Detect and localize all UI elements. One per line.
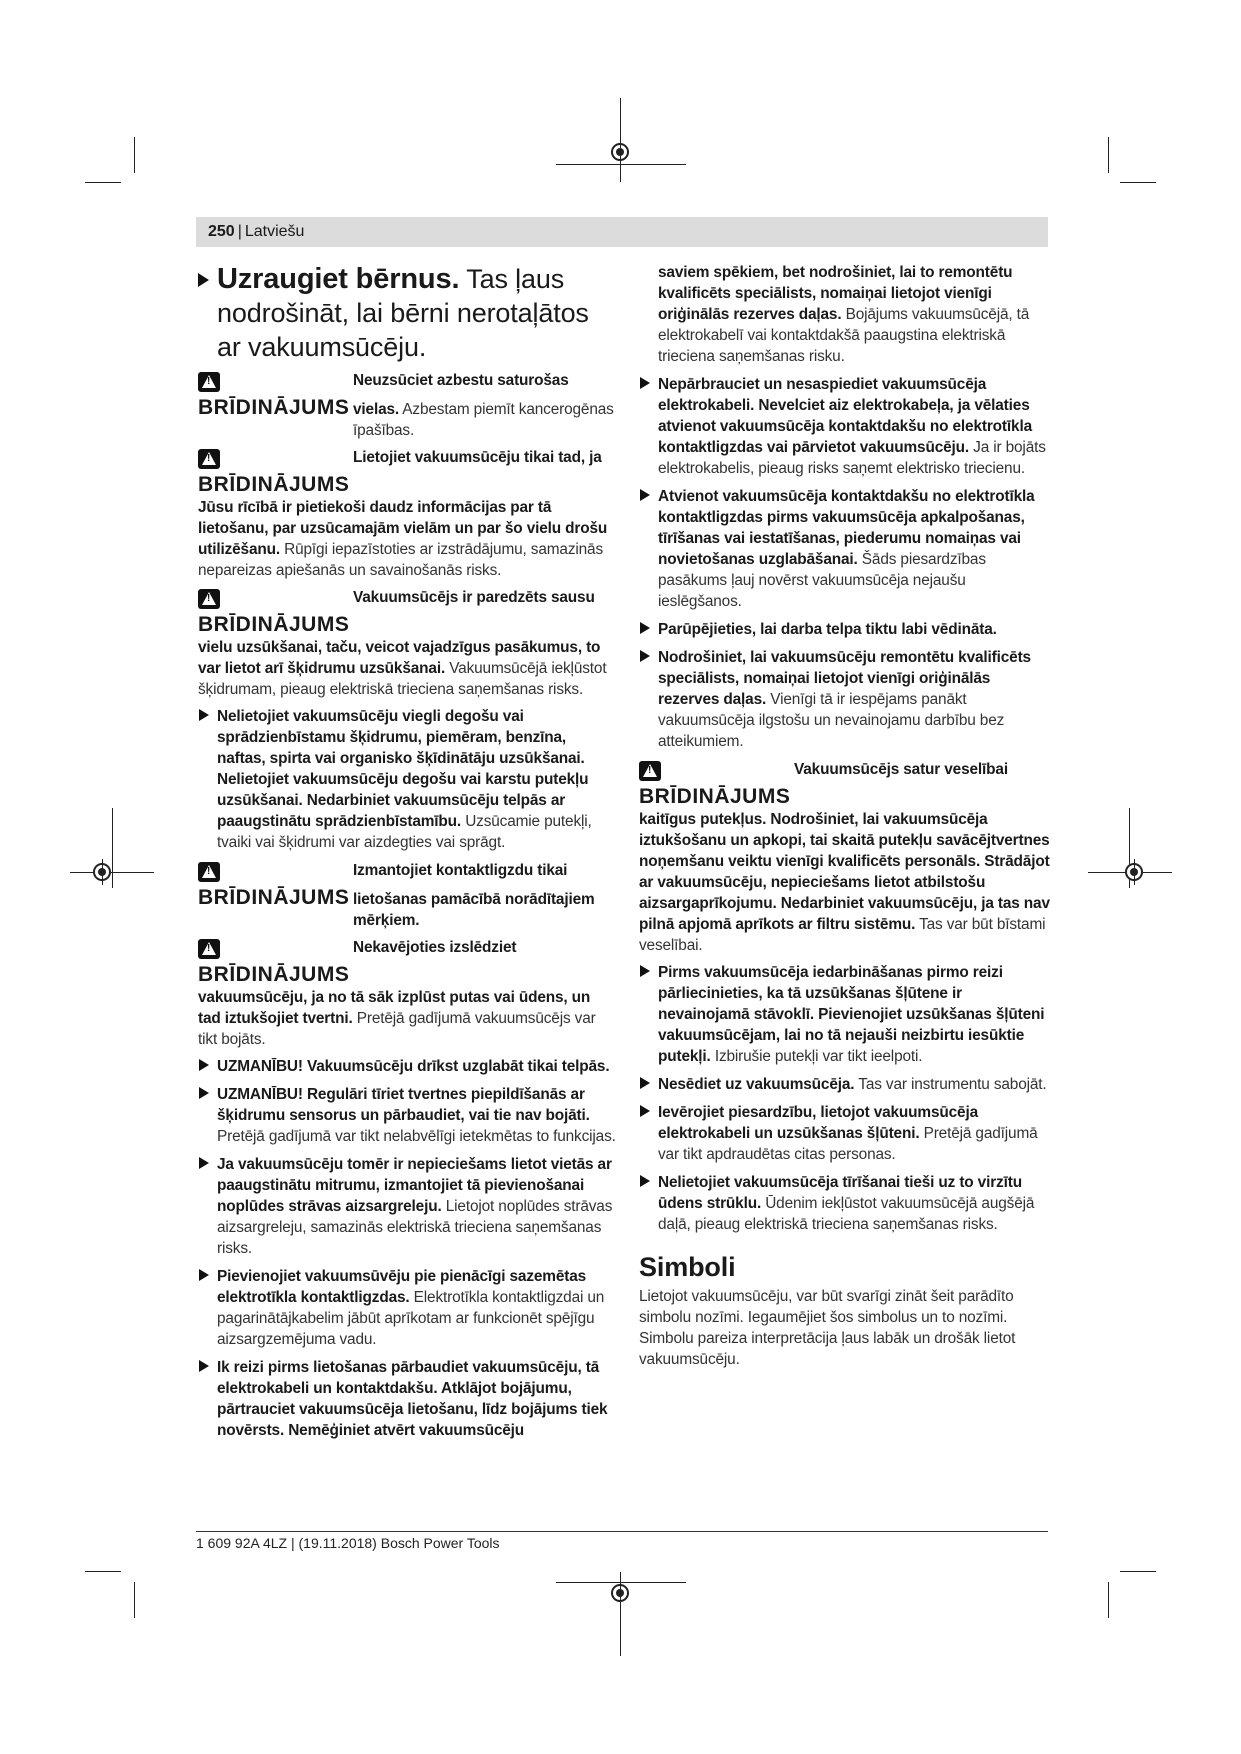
bullet-text: Vienīgi tā ir iespējams panākt vakuumsūcēja ilgstošu un nevainojamu darbību bez atteikumiem.: [658, 691, 1005, 750]
warning-triangle-icon: [198, 939, 220, 959]
safety-bullet: [198, 1266, 616, 1350]
crop-mark: [112, 808, 113, 888]
warning-block: [198, 587, 616, 700]
crop-mark: [134, 137, 135, 173]
warning-bold: vielas.: [353, 401, 400, 418]
bullet-bold: UZMANĪBU! Regulāri tīriet tvertnes piepildīšanās ar šķidrumu sensorus un pārbaudiet, vai tie nav bojāti.: [217, 1086, 590, 1124]
warning-triangle-icon: [198, 589, 220, 609]
bullet-bold: Ik reizi pirms lietošanas pārbaudiet vakuumsūcēju, tā elektrokabeli un kontaktdakšu. Atklājot bojājumu, pārtrauciet vakuumsūcēja lietošanu, līdz bojājums tiek novērsts. Nemēģiniet atvērt vakuumsūcēju: [217, 1359, 608, 1439]
safety-bullet: [639, 1102, 1051, 1165]
warning-first-line: Vakuumsūcējs satur veselībai: [794, 761, 1008, 778]
bullet-bold: Nelietojiet vakuumsūcēja tīrīšanai tieši uz to virzītu ūdens strūklu.: [658, 1174, 1022, 1212]
warning-first-line: Izmantojiet kontaktligzdu tikai: [353, 862, 568, 879]
bullet-triangle-icon: [199, 1157, 209, 1169]
crop-mark: [85, 1571, 121, 1572]
intro-bullet: [198, 262, 616, 364]
bullet-bold: Parūpējieties, lai darba telpa tiktu labi vēdināta.: [658, 621, 997, 638]
intro-bold: Uzraugiet bērnus.: [217, 263, 460, 295]
warning-triangle-icon: [198, 862, 220, 882]
crop-mark: [556, 164, 686, 165]
bullet-text: Šāds piesardzības pasākums ļauj novērst vakuumsūcēja nejaušu ieslēgšanos.: [658, 551, 986, 610]
bullet-text: Bojājums vakuumsūcējā, tā elektrokabelī vai kontaktdakšā paaugstina elektriskā trieciena saņemšanas risku.: [658, 306, 1030, 365]
registration-mark-icon: [1125, 863, 1143, 881]
warning-bold: kaitīgus putekļus. Nodrošiniet, lai vakuumsūcēja iztukšošanu un apkopi, tai skaitā putekļu savācējtvertnes noņemšanu veiktu vienīgi kvalificēts personāls. Strādājot ar vakuumsūcēju, nepieciešams lietot atbilstošu aizsargaprīkojumu. Nedarbiniet vakuumsūcēju, ja tas nav pilnā apjomā aprīkots ar filtru sistēmu.: [639, 811, 1050, 933]
warning-word: BRĪDINĀJUMS: [198, 473, 350, 496]
warning-bold: vakuumsūcēju, ja no tā sāk izplūst putas vai ūdens, un tad iztukšojiet tvertni.: [198, 989, 591, 1027]
warning-word: BRĪDINĀJUMS: [198, 613, 350, 636]
warning-word: BRĪDINĀJUMS: [639, 785, 791, 808]
bullet-text: Tas var instrumentu sabojāt.: [854, 1076, 1047, 1093]
safety-bullet: [198, 1357, 616, 1441]
safety-bullet: [639, 1074, 1051, 1095]
warning-first-line: Vakuumsūcējs ir paredzēts sausu: [353, 589, 595, 606]
section-title-symbols: Simboli: [639, 1252, 736, 1282]
crop-mark: [1108, 1582, 1109, 1618]
warning-text: Vakuumsūcējā iekļūstot šķidrumam, pieaug elektriskā trieciena saņemšanas risks.: [198, 660, 607, 698]
bullet-bold: Atvienot vakuumsūcēja kontaktdakšu no elektrotīkla kontaktligzdas pirms vakuumsūcēja apkalpošanas, tīrīšanas vai iestatīšanas, piederumu nomaiņas vai novietošanas uzglabāšanai.: [658, 488, 1035, 568]
bullet-text: Uzsūcamie putekļi, tvaiki vai šķidrumi var aizdegties vai sprāgt.: [217, 813, 592, 851]
bullet-triangle-icon: [640, 965, 650, 977]
safety-bullet: [639, 619, 1051, 640]
warning-first-line: Nekavējoties izslēdziet: [353, 939, 517, 956]
warning-text: Rūpīgi iepazīstoties ar izstrādājumu, samazinās nepareizas apiešanās un savainošanās risks.: [198, 541, 604, 579]
crop-mark: [1108, 137, 1109, 173]
bullet-triangle-icon: [199, 1087, 209, 1099]
bullet-triangle-icon: [640, 622, 650, 634]
bullet-text: Pretējā gadījumā var tikt apdraudētas citas personas.: [658, 1125, 1038, 1163]
crop-mark: [556, 1582, 686, 1583]
safety-bullet: [198, 1056, 616, 1077]
warning-triangle-icon: [639, 761, 661, 781]
bullet-text: Ja ir bojāts elektrokabelis, pieaug risks saņemt elektrisko triecienu.: [658, 439, 1046, 477]
bullet-bold: Nesēdiet uz vakuumsūcēja.: [658, 1076, 855, 1093]
bullet-bold: Ja vakuumsūcēju tomēr ir nepieciešams lietot vietās ar paaugstinātu mitrumu, izmantojiet tā pievienošanai noplūdes strāvas aizsargreleju.: [217, 1156, 612, 1215]
bullet-text: Elektrotīkla kontaktligzdai un pagarinātājkabelim jābūt aprīkotam ar funkcionēt spējīgu aizsargzemējuma vadu.: [217, 1289, 605, 1348]
bullet-triangle-icon: [640, 1077, 650, 1089]
safety-bullet: [639, 962, 1051, 1067]
page-number: 250: [208, 223, 235, 240]
bullet-triangle-icon: [640, 1105, 650, 1117]
safety-bullet: [639, 374, 1051, 479]
safety-bullet: [639, 486, 1051, 612]
bullet-triangle-icon: [199, 1269, 209, 1281]
bullet-bold: Nodrošiniet, lai vakuumsūcēju remontētu kvalificēts speciālists, nomaiņai lietojot vienīgi oriģinālās rezerves daļas.: [658, 649, 1031, 708]
bullet-triangle-icon: [199, 1360, 209, 1372]
bullet-text: Izbirušie putekļi var tikt ieelpoti.: [710, 1048, 923, 1065]
safety-bullet: [198, 1154, 616, 1259]
safety-bullet: [198, 706, 616, 853]
safety-bullet: [639, 1172, 1051, 1235]
warning-text: Pretējā gadījumā vakuumsūcējs var tikt bojāts.: [198, 1010, 596, 1048]
safety-bullet: [639, 647, 1051, 752]
warning-block: [639, 759, 1051, 956]
warning-bold: lietošanas pamācībā norādītajiem mērķiem.: [353, 891, 595, 929]
warning-bold: Jūsu rīcībā ir pietiekoši daudz informācijas par tā lietošanu, par uzsūcamajām vielām un par šo vielu drošu utilizēšanu.: [198, 499, 608, 558]
left-column: [198, 262, 616, 1448]
bullet-triangle-icon: [199, 1059, 209, 1071]
crop-mark: [134, 1582, 135, 1618]
bullet-bold: saviem spēkiem, bet nodrošiniet, lai to remontētu kvalificēts speciālists, nomaiņai lietojot vienīgi oriģinālās rezerves daļas.: [658, 264, 1013, 323]
bullet-bold: Pirms vakuumsūcēja iedarbināšanas pirmo reizi pārliecinieties, ka tā uzsūkšanas šļūtene ir nevainojamā stāvoklī. Pievienojiet uzsūkšanas šļūteni vakuumsūcējam, lai no tā nejauši neizbirtu iesūktie putekļi.: [658, 964, 1045, 1065]
warning-first-line: Neuzsūciet azbestu saturošas: [353, 372, 569, 389]
bullet-bold: Pievienojiet vakuumsūvēju pie pienācīgi sazemētas elektrotīkla kontaktligzdas.: [217, 1268, 587, 1306]
bullet-bold: Nelietojiet vakuumsūcēju viegli degošu vai sprādzienbīstamu šķidrumu, piemēram, benzīna, naftas, spirta vai organisko šķīdinātāju uzsūkšanai. Nelietojiet vakuumsūcēju degošu vai karstu putekļu uzsūkšanai. Nedarbiniet vakuumsūcēju telpās ar paaugstinātu sprādzienbīstamību.: [217, 708, 589, 830]
bullet-triangle-icon: [640, 650, 650, 662]
registration-mark-icon: [93, 863, 111, 881]
crop-mark: [70, 872, 154, 873]
page-footer: 1 609 92A 4LZ | (19.11.2018) Bosch Power Tools: [196, 1535, 500, 1551]
warning-block: [198, 937, 616, 1050]
warning-text: Tas var būt bīstami veselībai.: [639, 916, 1046, 954]
bullet-bold: Ievērojiet piesardzību, lietojot vakuumsūcēja elektrokabeli un uzsūkšanas šļūteni.: [658, 1104, 978, 1142]
safety-bullet: [198, 1084, 616, 1147]
warning-block: [198, 370, 616, 441]
footer-divider: [196, 1531, 1048, 1532]
warning-word: BRĪDINĀJUMS: [198, 963, 350, 986]
bullet-text: Ūdenim iekļūstot vakuumsūcējā augšējā daļā, pieaug elektriskā trieciena saņemšanas risks.: [658, 1195, 1035, 1233]
crop-mark: [1120, 1571, 1156, 1572]
registration-mark-icon: [611, 1584, 629, 1602]
crop-mark: [1120, 182, 1156, 183]
symbols-paragraph: Lietojot vakuumsūcēju, var būt svarīgi zināt šeit parādīto simbolu nozīmi. Iegaumējiet šos simbolus un to nozīmi. Simbolu pareiza interpretācija ļaus labāk un drošāk lietot vakuumsūcēju.: [639, 1288, 1016, 1368]
continued-bullet: [639, 262, 1051, 367]
header-language: Latviešu: [244, 223, 305, 240]
crop-mark: [85, 182, 121, 183]
warning-word: BRĪDINĀJUMS: [198, 396, 350, 419]
bullet-triangle-icon: [640, 489, 650, 501]
warning-bold: vielu uzsūkšanai, taču, veicot vajadzīgus pasākumus, to var lietot arī šķidrumu uzsūkšanai.: [198, 639, 601, 677]
warning-block: [198, 447, 616, 581]
bullet-bold: Nepārbrauciet un nesaspiediet vakuumsūcēja elektrokabeli. Nevelciet aiz elektrokabeļa, ja vēlaties atvienot vakuumsūcēja kontaktdakšu no elektrotīkla kontaktligzdas vai pārvietot vakuumsūcēju.: [658, 376, 1032, 456]
page-header: [196, 217, 1048, 247]
bullet-text: Lietojot noplūdes strāvas aizsargreleju, samazinās elektriskā trieciena saņemšanas risks.: [217, 1198, 613, 1257]
bullet-triangle-icon: [198, 273, 209, 287]
warning-first-line: Lietojiet vakuumsūcēju tikai tad, ja: [353, 449, 602, 466]
bullet-triangle-icon: [640, 1175, 650, 1187]
intro-text: Tas ļaus nodrošināt, lai bērni nerotaļātos ar vakuumsūcēju.: [217, 264, 589, 362]
bullet-text: Pretējā gadījumā var tikt nelabvēlīgi ietekmētas to funkcijas.: [217, 1128, 616, 1145]
warning-triangle-icon: [198, 372, 220, 392]
header-separator: |: [237, 223, 242, 240]
bullet-triangle-icon: [640, 377, 650, 389]
warning-word: BRĪDINĀJUMS: [198, 886, 350, 909]
bullet-bold: UZMANĪBU! Vakuumsūcēju drīkst uzglabāt tikai telpās.: [217, 1058, 610, 1075]
warning-triangle-icon: [198, 449, 220, 469]
warning-block: [198, 860, 616, 931]
right-column: [639, 262, 1051, 1376]
registration-mark-icon: [611, 143, 629, 161]
warning-text: Azbestam piemīt kancerogēnas īpašības.: [353, 401, 614, 439]
bullet-triangle-icon: [199, 709, 209, 721]
